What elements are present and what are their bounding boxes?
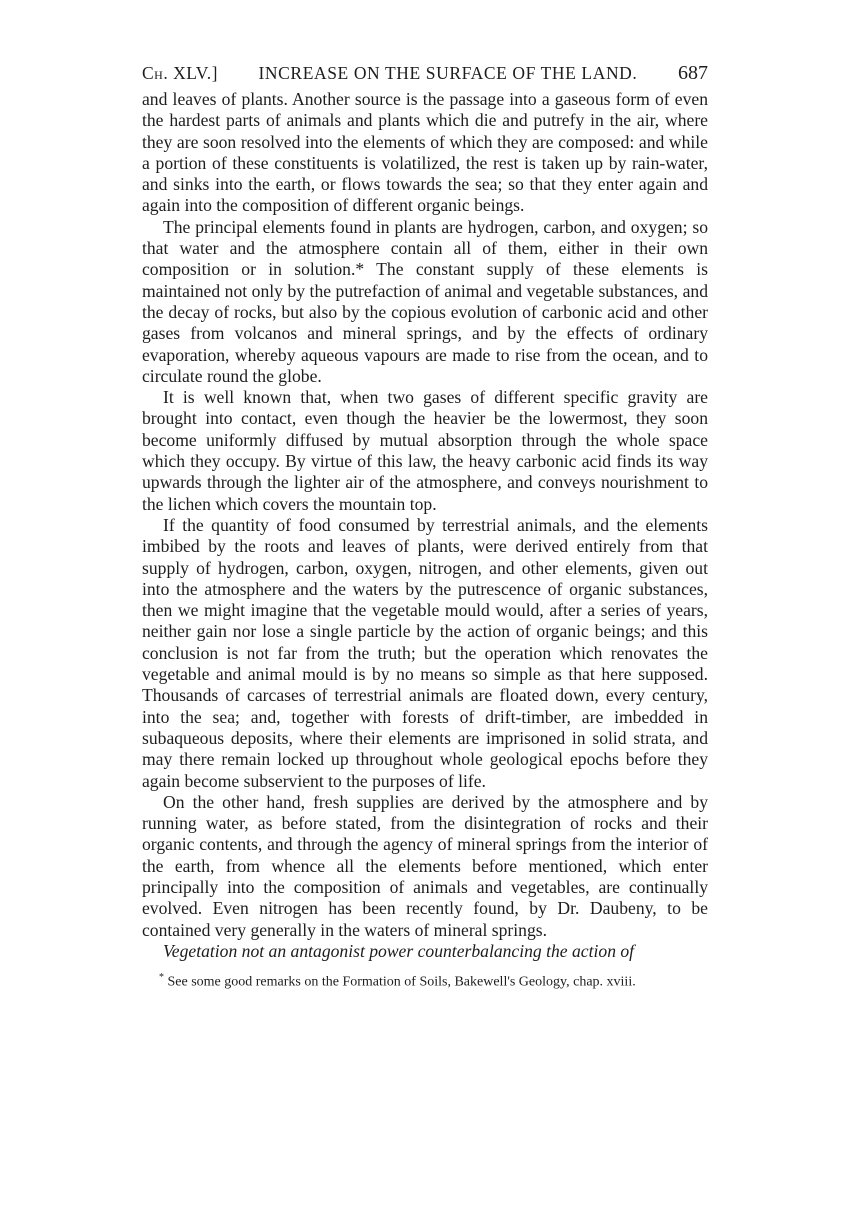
paragraph-principal-elements: The principal elements found in plants are hydrogen, carbon, and oxygen; so that water and the atmosphere contain all of them, either in their own composition or in solution.* The constant supply of these elements is maintained not only by the putrefaction of animal and vegetable substances, and the decay of rocks, but also by the copious evolution of carbonic acid and other gases from volcanos and mineral springs, and by the effects of ordinary evaporation, whereby aqueous vapours are made to rise from the ocean, and to circulate round the globe.: [142, 216, 708, 386]
section-heading: Vegetation not an antagonist power counterbalancing the action of: [163, 940, 635, 961]
footnote-mark: *: [159, 972, 164, 984]
running-title: INCREASE ON THE SURFACE OF THE LAND.: [258, 63, 638, 83]
paragraph-food-supply: If the quantity of food consumed by terrestrial animals, and the elements imbibed by the roots and leaves of plants, were derived entirely from that supply of hydrogen, carbon, oxygen, nitrogen, and other elements, given out into the atmosphere and the waters by the putrescence of organic substances, then we might imagine that the vegetable mould would, after a series of years, neither gain nor lose a single particle by the action of organic beings; and this conclusion is not far from the truth; but the operation which renovates the vegetable and animal mould is by no means so simple as that here supposed. Thousands of carcases of terrestrial animals are floated down, every century, into the sea; and, together with forests of drift-timber, are imbedded in subaqueous deposits, where their elements are imprisoned in solid strata, and may there remain locked up throughout whole geological epochs before they again become subservient to the purposes of life.: [142, 514, 708, 791]
paragraph-continued: and leaves of plants. Another source is the passage into a gaseous form of even the hardest parts of animals and plants which die and putrefy in the air, where they are soon resolved into the elements of which they are composed: and while a portion of these constituents is volatilized, the rest is taken up by rain-water, and sinks into the earth, or flows towards the sea; so that they enter again and again into the composition of different organic beings.: [142, 89, 708, 216]
page-number: 687: [677, 62, 708, 84]
footnote-text: See some good remarks on the Formation of Soils, Bakewell's Geology, chap. xviii.: [167, 974, 636, 990]
running-head: [142, 62, 708, 85]
book-page: [142, 62, 708, 991]
chapter-reference: Ch. XLV.]: [142, 63, 218, 83]
paragraph-gas-diffusion: It is well known that, when two gases of different specific gravity are brought into contact, even though the heavier be the lowermost, they soon become uniformly diffused by mutual absorption through the whole space which they occupy. By virtue of this law, the heavy carbonic acid finds its way upwards through the lighter air of the atmosphere, and conveys nourishment to the lichen which covers the mountain top.: [142, 387, 708, 514]
body-text: [142, 89, 708, 941]
paragraph-fresh-supplies: On the other hand, fresh supplies are derived by the atmosphere and by running water, as before stated, from the disintegration of rocks and their organic contents, and through the agency of mineral springs from the interior of the earth, from whence all the elements before mentioned, which enter principally into the composition of animals and vegetables, are continually evolved. Even nitrogen has been recently found, by Dr. Daubeny, to be contained very generally in the waters of mineral springs.: [142, 791, 708, 940]
footnote: [142, 970, 708, 991]
